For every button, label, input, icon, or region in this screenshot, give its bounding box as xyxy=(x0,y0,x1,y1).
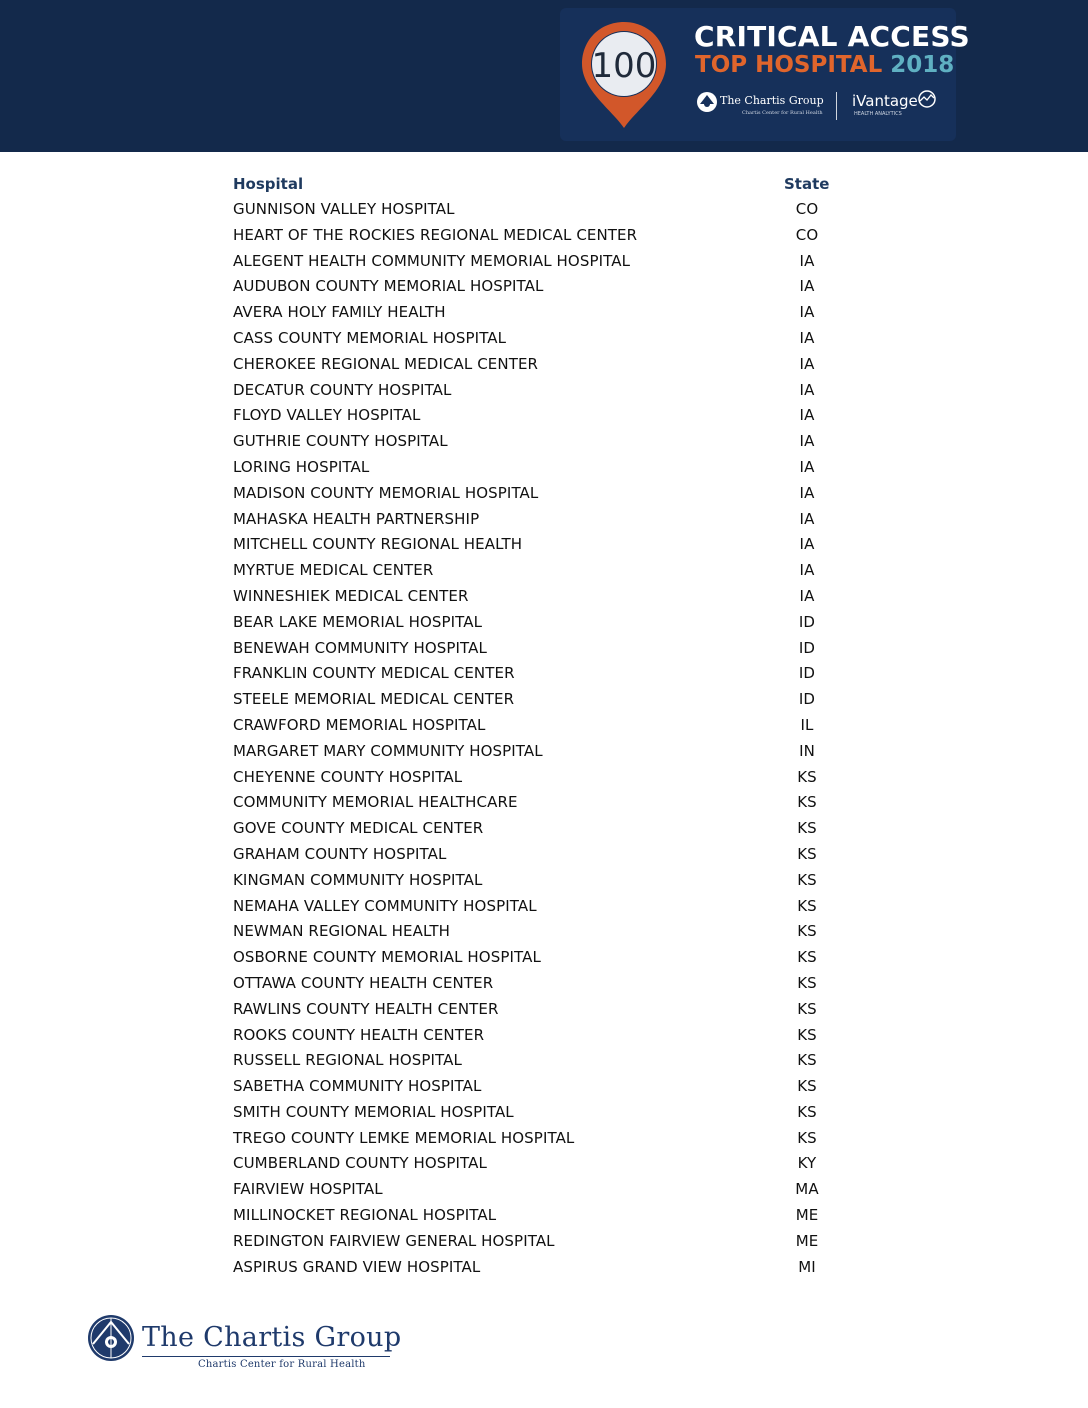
state-code: IA xyxy=(799,380,815,399)
state-code: MA xyxy=(795,1180,819,1199)
hospital-name: GUTHRIE COUNTY HOSPITAL xyxy=(233,432,448,451)
hospital-name: OSBORNE COUNTY MEMORIAL HOSPITAL xyxy=(233,948,541,967)
chartis-compass-icon xyxy=(696,91,718,113)
hospital-table xyxy=(233,172,833,1279)
partner-chartis-sub: Chartis Center for Rural Health xyxy=(742,110,823,116)
table-row xyxy=(233,1202,833,1228)
table-row xyxy=(233,867,833,893)
table-row xyxy=(233,764,833,790)
state-code: KS xyxy=(797,896,817,915)
map-pin-icon xyxy=(576,18,672,130)
state-code: IL xyxy=(800,715,814,734)
column-header-hospital: Hospital xyxy=(233,175,304,193)
column-header-state: State xyxy=(784,175,830,193)
state-code: ME xyxy=(795,1206,819,1225)
state-code: ID xyxy=(798,690,816,709)
state-code: ID xyxy=(798,664,816,683)
hospital-name: RUSSELL REGIONAL HOSPITAL xyxy=(233,1051,462,1070)
table-row xyxy=(233,248,833,274)
table-row xyxy=(233,970,833,996)
state-code: CO xyxy=(795,225,819,244)
table-row xyxy=(233,686,833,712)
table-row xyxy=(233,815,833,841)
table-row xyxy=(233,1073,833,1099)
table-row xyxy=(233,273,833,299)
hospital-name: GOVE COUNTY MEDICAL CENTER xyxy=(233,819,484,838)
hospital-name: KINGMAN COMMUNITY HOSPITAL xyxy=(233,870,483,889)
state-code: IA xyxy=(799,586,815,605)
state-code: KS xyxy=(797,1025,817,1044)
state-code: IN xyxy=(799,741,815,760)
hospital-name: ROOKS COUNTY HEALTH CENTER xyxy=(233,1025,485,1044)
state-code: KS xyxy=(797,1102,817,1121)
state-code: IA xyxy=(799,406,815,425)
table-row xyxy=(233,918,833,944)
table-row xyxy=(233,1047,833,1073)
hospital-name: FAIRVIEW HOSPITAL xyxy=(233,1180,383,1199)
hospital-name: GRAHAM COUNTY HOSPITAL xyxy=(233,844,447,863)
partner-chartis-name: The Chartis Group xyxy=(720,94,824,107)
hospital-name: CUMBERLAND COUNTY HOSPITAL xyxy=(233,1154,487,1173)
ivantage-globe-icon xyxy=(918,90,936,108)
state-code: KS xyxy=(797,793,817,812)
state-code: KS xyxy=(797,922,817,941)
table-row xyxy=(233,1150,833,1176)
state-code: KS xyxy=(797,973,817,992)
table-row xyxy=(233,738,833,764)
table-row xyxy=(233,609,833,635)
hospital-name: CHEROKEE REGIONAL MEDICAL CENTER xyxy=(233,354,539,373)
hospital-name: MADISON COUNTY MEMORIAL HOSPITAL xyxy=(233,483,539,502)
table-row xyxy=(233,377,833,403)
state-code: IA xyxy=(799,303,815,322)
state-code: MI xyxy=(798,1257,816,1276)
table-row xyxy=(233,583,833,609)
chartis-compass-logo xyxy=(87,1314,135,1362)
partner-ivantage-sub: HEALTH ANALYTICS xyxy=(854,111,902,117)
hospital-name: MILLINOCKET REGIONAL HOSPITAL xyxy=(233,1206,497,1225)
badge-year: 2018 xyxy=(890,52,955,78)
badge-subtitle-main: TOP HOSPITAL xyxy=(695,52,883,78)
table-row xyxy=(233,402,833,428)
table-row xyxy=(233,712,833,738)
hospital-name: NEWMAN REGIONAL HEALTH xyxy=(233,922,451,941)
hospital-name: AUDUBON COUNTY MEMORIAL HOSPITAL xyxy=(233,277,544,296)
state-code: IA xyxy=(799,251,815,270)
state-code: IA xyxy=(799,432,815,451)
hospital-name: BENEWAH COMMUNITY HOSPITAL xyxy=(233,638,487,657)
hospital-name: FRANKLIN COUNTY MEDICAL CENTER xyxy=(233,664,515,683)
hospital-name: BEAR LAKE MEMORIAL HOSPITAL xyxy=(233,612,483,631)
table-row xyxy=(233,299,833,325)
state-code: IA xyxy=(799,457,815,476)
badge-divider xyxy=(836,92,837,120)
state-code: IA xyxy=(799,354,815,373)
table-row xyxy=(233,531,833,557)
table-row xyxy=(233,428,833,454)
hospital-name: TREGO COUNTY LEMKE MEMORIAL HOSPITAL xyxy=(233,1128,575,1147)
table-row xyxy=(233,1099,833,1125)
hospital-name: RAWLINS COUNTY HEALTH CENTER xyxy=(233,999,499,1018)
hospital-name: ASPIRUS GRAND VIEW HOSPITAL xyxy=(233,1257,481,1276)
state-code: IA xyxy=(799,328,815,347)
state-code: IA xyxy=(799,509,815,528)
state-code: KS xyxy=(797,870,817,889)
state-code: KY xyxy=(797,1154,817,1173)
table-row xyxy=(233,635,833,661)
state-code: KS xyxy=(797,819,817,838)
hospital-name: STEELE MEMORIAL MEDICAL CENTER xyxy=(233,690,515,709)
hospital-name: DECATUR COUNTY HOSPITAL xyxy=(233,380,452,399)
table-row xyxy=(233,1125,833,1151)
table-row xyxy=(233,996,833,1022)
table-row xyxy=(233,789,833,815)
partner-ivantage-name: iVantage xyxy=(852,92,918,110)
state-code: KS xyxy=(797,1128,817,1147)
state-code: IA xyxy=(799,483,815,502)
table-row xyxy=(233,1022,833,1048)
state-code: KS xyxy=(797,1077,817,1096)
table-body xyxy=(233,196,833,1279)
badge-subtitle xyxy=(695,52,954,78)
hospital-name: CASS COUNTY MEMORIAL HOSPITAL xyxy=(233,328,507,347)
state-code: KS xyxy=(797,1051,817,1070)
hospital-name: GUNNISON VALLEY HOSPITAL xyxy=(233,200,455,218)
state-code: KS xyxy=(797,767,817,786)
hospital-name: CHEYENNE COUNTY HOSPITAL xyxy=(233,767,463,786)
table-row xyxy=(233,1176,833,1202)
footer-brand-sub: Chartis Center for Rural Health xyxy=(198,1359,366,1370)
hospital-name: MITCHELL COUNTY REGIONAL HEALTH xyxy=(233,535,523,554)
hospital-name: SMITH COUNTY MEMORIAL HOSPITAL xyxy=(233,1102,514,1121)
badge-number: 100 xyxy=(591,46,657,86)
table-row xyxy=(233,351,833,377)
state-code: IA xyxy=(799,561,815,580)
table-row xyxy=(233,196,833,222)
state-code: ID xyxy=(798,612,816,631)
table-row xyxy=(233,506,833,532)
table-row xyxy=(233,660,833,686)
hospital-name: CRAWFORD MEMORIAL HOSPITAL xyxy=(233,715,486,734)
hospital-name: FLOYD VALLEY HOSPITAL xyxy=(233,406,421,425)
table-row xyxy=(233,841,833,867)
badge-title: CRITICAL ACCESS xyxy=(694,20,970,53)
table-row xyxy=(233,480,833,506)
table-row xyxy=(233,557,833,583)
table-row xyxy=(233,893,833,919)
table-header xyxy=(233,172,833,196)
state-code: IA xyxy=(799,277,815,296)
state-code: KS xyxy=(797,844,817,863)
state-code: KS xyxy=(797,948,817,967)
table-row xyxy=(233,1254,833,1280)
hospital-name: ALEGENT HEALTH COMMUNITY MEMORIAL HOSPITAL xyxy=(233,251,631,270)
hospital-name: LORING HOSPITAL xyxy=(233,457,370,476)
table-row xyxy=(233,1228,833,1254)
hospital-name: HEART OF THE ROCKIES REGIONAL MEDICAL CENTER xyxy=(233,225,638,244)
table-row xyxy=(233,454,833,480)
table-row xyxy=(233,325,833,351)
state-code: ID xyxy=(798,638,816,657)
footer-brand-name: The Chartis Group xyxy=(142,1322,402,1353)
hospital-name: MYRTUE MEDICAL CENTER xyxy=(233,561,434,580)
hospital-name: COMMUNITY MEMORIAL HEALTHCARE xyxy=(233,793,518,812)
hospital-name: SABETHA COMMUNITY HOSPITAL xyxy=(233,1077,482,1096)
table-row xyxy=(233,222,833,248)
hospital-name: MARGARET MARY COMMUNITY HOSPITAL xyxy=(233,741,543,760)
table-row xyxy=(233,944,833,970)
state-code: KS xyxy=(797,999,817,1018)
state-code: ME xyxy=(795,1231,819,1250)
hospital-name: MAHASKA HEALTH PARTNERSHIP xyxy=(233,509,480,528)
hospital-name: WINNESHIEK MEDICAL CENTER xyxy=(233,586,469,605)
state-code: CO xyxy=(795,200,819,218)
state-code: IA xyxy=(799,535,815,554)
hospital-name: NEMAHA VALLEY COMMUNITY HOSPITAL xyxy=(233,896,537,915)
hospital-name: AVERA HOLY FAMILY HEALTH xyxy=(233,303,446,322)
hospital-name: OTTAWA COUNTY HEALTH CENTER xyxy=(233,973,494,992)
footer-rule xyxy=(142,1356,390,1357)
hospital-name: REDINGTON FAIRVIEW GENERAL HOSPITAL xyxy=(233,1231,555,1250)
